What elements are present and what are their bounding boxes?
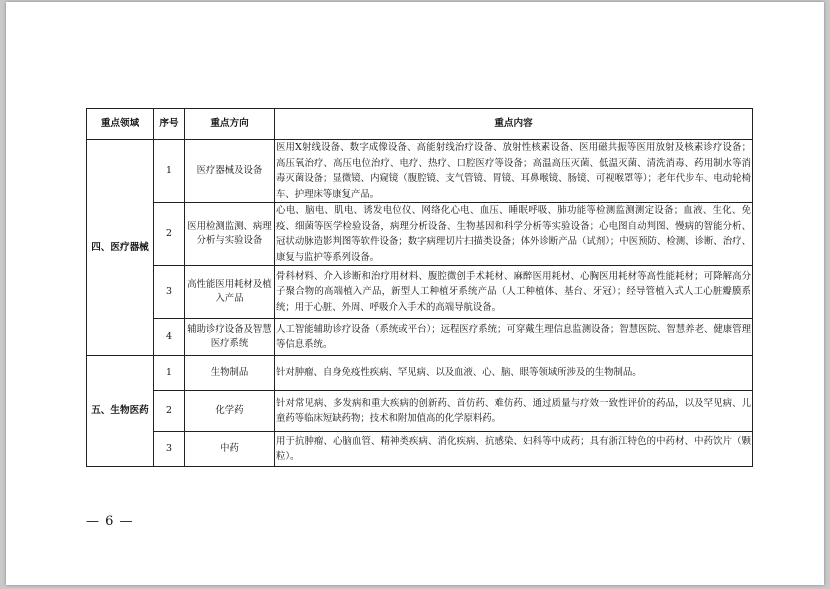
row-content: 人工智能辅助诊疗设备（系统或平台）；远程医疗系统；可穿戴生理信息监测设备；智慧医院、智慧养老、健康管理等信息系统。 bbox=[275, 319, 753, 356]
row-seq: 2 bbox=[154, 391, 185, 432]
row-content: 用于抗肿瘤、心脑血管、精神类疾病、消化疾病、抗感染、妇科等中成药；具有浙江特色的中药材、中药饮片（颗粒）。 bbox=[275, 432, 753, 467]
row-content: 骨科材料、介入诊断和治疗用材料、腹腔微创手术耗材、麻醉医用耗材、心胸医用耗材等高性能耗材；可降解高分子聚合物的高端植入产品，新型人工种植牙系统产品（人工种植体、基台、牙冠）；经导管植入式人工心脏瓣膜系统；用于心脏、外周、呼吸介入手术的高端导航设备。 bbox=[275, 266, 753, 319]
header-content: 重点内容 bbox=[275, 109, 753, 140]
row-direction: 医用检测监测、病理分析与实验设备 bbox=[185, 203, 275, 266]
table-row bbox=[87, 319, 753, 356]
row-seq: 4 bbox=[154, 319, 185, 356]
row-seq: 2 bbox=[154, 203, 185, 266]
row-seq: 1 bbox=[154, 356, 185, 391]
row-direction: 生物制品 bbox=[185, 356, 275, 391]
key-areas-table bbox=[86, 108, 753, 467]
table-row bbox=[87, 266, 753, 319]
header-seq: 序号 bbox=[154, 109, 185, 140]
row-direction: 医疗器械及设备 bbox=[185, 140, 275, 203]
row-direction: 辅助诊疗设备及智慧医疗系统 bbox=[185, 319, 275, 356]
row-content: 心电、脑电、肌电、诱发电位仪、网络化心电、血压、睡眠呼吸、肺功能等检测监测测定设备；血液、生化、免疫、细菌等医学检验设备，病理分析设备、生物基因和科学分析等实验设备；心电图自动判图、慢病的智能分析、冠状动脉造影判图等软件设备；数字病理切片扫描类设备；体外诊断产品（试剂）；中医预防、检测、诊断、治疗、康复与监护等系列设备。 bbox=[275, 203, 753, 266]
table-header-row bbox=[87, 109, 753, 140]
row-seq: 3 bbox=[154, 266, 185, 319]
table-row bbox=[87, 391, 753, 432]
domain-medical-devices: 四、医疗器械 bbox=[87, 140, 154, 356]
table-row bbox=[87, 432, 753, 467]
row-content: 医用X射线设备、数字成像设备、高能射线治疗设备、放射性核素设备、医用磁共振等医用放射及核素诊疗设备；高压氧治疗、高压电位治疗、电疗、热疗、口腔医疗等设备；高温高压灭菌、低温灭菌、清洗消毒、药用制水等消毒灭菌设备；显微镜、内窥镜（腹腔镜、支气管镜、胃镜、耳鼻喉镜、肠镜、可视喉罩等）；老年代步车、电动轮椅车、护理床等康复产品。 bbox=[275, 140, 753, 203]
row-content: 针对常见病、多发病和重大疾病的创新药、首仿药、难仿药、通过质量与疗效一致性评价的药品，以及罕见病、儿童药等临床短缺药物；技术和附加值高的化学原料药。 bbox=[275, 391, 753, 432]
row-seq: 1 bbox=[154, 140, 185, 203]
header-direction: 重点方向 bbox=[185, 109, 275, 140]
page-number: — 6 — bbox=[86, 514, 134, 529]
table-row bbox=[87, 140, 753, 203]
header-domain: 重点领域 bbox=[87, 109, 154, 140]
row-direction: 化学药 bbox=[185, 391, 275, 432]
row-seq: 3 bbox=[154, 432, 185, 467]
table-row bbox=[87, 356, 753, 391]
document-page bbox=[6, 2, 824, 585]
domain-biomedicine: 五、生物医药 bbox=[87, 356, 154, 467]
table-row bbox=[87, 203, 753, 266]
row-direction: 中药 bbox=[185, 432, 275, 467]
row-direction: 高性能医用耗材及植入产品 bbox=[185, 266, 275, 319]
row-content: 针对肿瘤、自身免疫性疾病、罕见病、以及血液、心、脑、眼等领域所涉及的生物制品。 bbox=[275, 356, 753, 391]
